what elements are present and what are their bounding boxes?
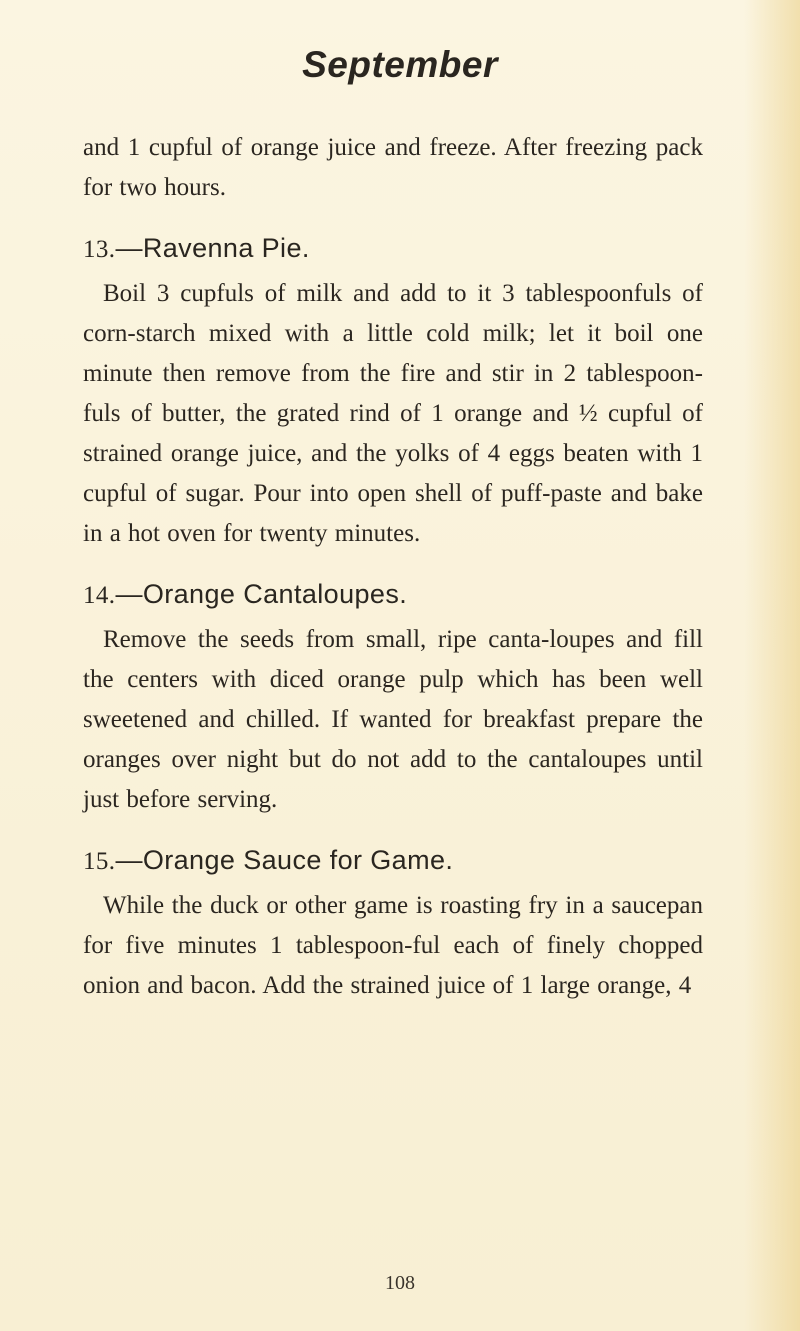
recipe-heading <box>83 840 703 882</box>
recipe-text: While the duck or other game is roasting fry in a saucepan for five minutes 1 tablespoon-ful each of finely chopped onion and bacon. Add the strained juice of 1 large orange, 4 <box>83 892 703 999</box>
recipe-heading <box>83 228 703 270</box>
recipe-number: 15. <box>83 848 116 875</box>
recipe-15 <box>83 840 703 1006</box>
continuation-paragraph: and 1 cupful of orange juice and freeze. After freezing pack for two hours. <box>83 134 703 201</box>
recipe-heading <box>83 574 703 616</box>
recipe-text: Remove the seeds from small, ripe canta-loupes and fill the centers with diced orange pulp which has been well sweetened and chilled. If wanted for breakfast prepare the oranges over night but do not add to the cantaloupes until just before serving. <box>83 626 703 813</box>
recipe-13 <box>83 228 703 554</box>
recipe-text: Boil 3 cupfuls of milk and add to it 3 tablespoonfuls of corn-starch mixed with a little cold milk; let it boil one minute then remove from the fire and stir in 2 tablespoon-fuls of butter, the grated rind of 1 orange and ½ cupful of strained orange juice, and the yolks of 4 eggs beaten with 1 cupful of sugar. Pour into open shell of puff-paste and bake in a hot oven for twenty minutes. <box>83 280 703 547</box>
recipe-title: —Orange Sauce for Game. <box>115 845 454 875</box>
recipe-14 <box>83 574 703 820</box>
recipe-title: —Orange Cantaloupes. <box>115 579 408 609</box>
recipe-title: —Ravenna Pie. <box>115 233 310 263</box>
page-body <box>83 128 703 1006</box>
recipe-number: 14. <box>83 582 116 609</box>
page-number: 108 <box>385 1272 415 1294</box>
running-head: September <box>302 44 498 85</box>
recipe-number: 13. <box>83 236 116 263</box>
